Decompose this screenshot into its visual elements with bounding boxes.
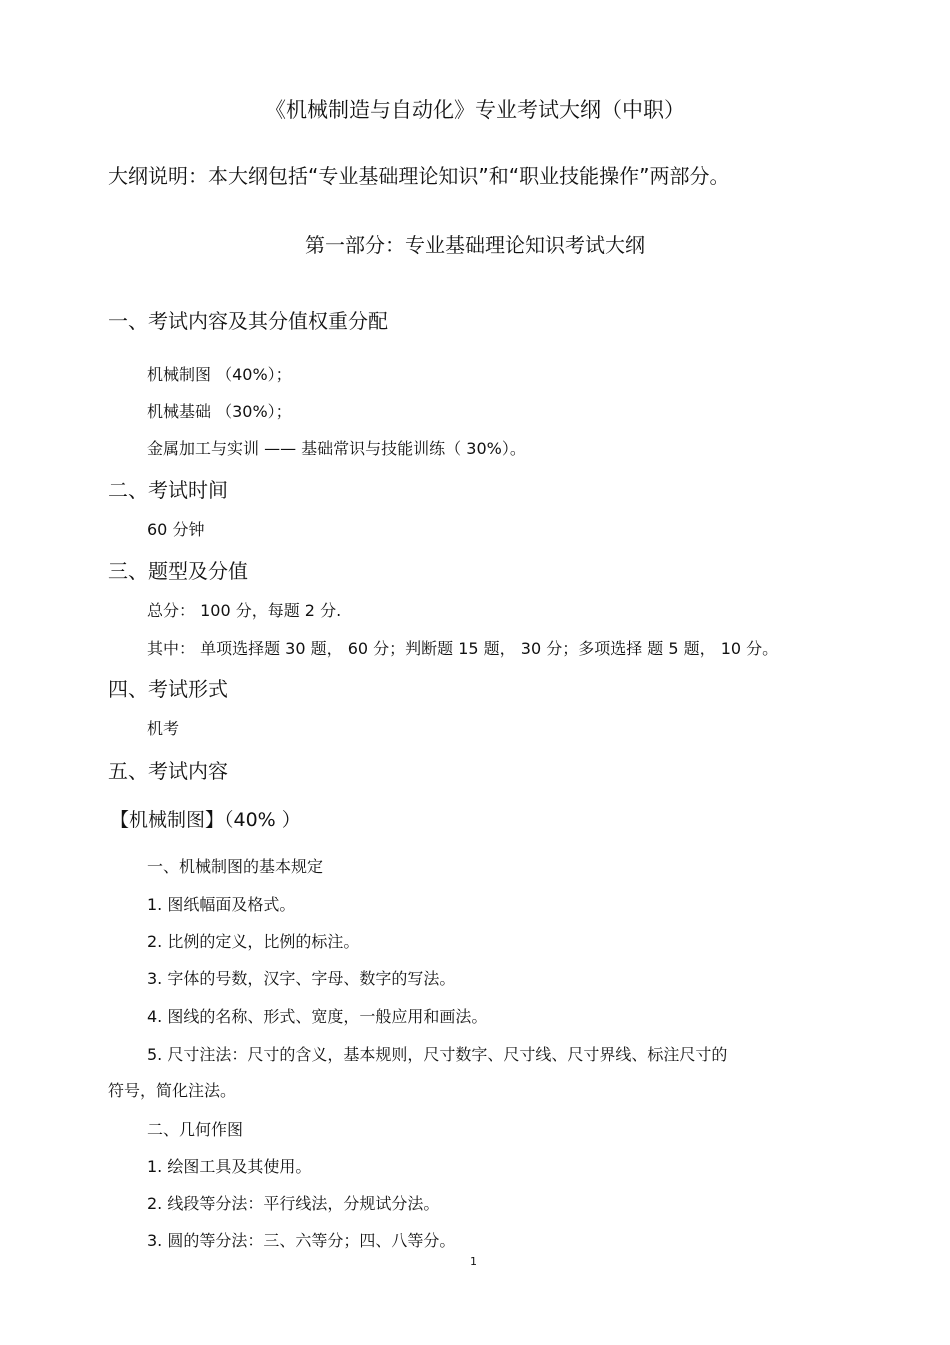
- drawing-basics-heading: 一、机械制图的基本规定: [147, 857, 324, 876]
- list-item: 5. 尺寸注法：尺寸的含义，基本规则，尺寸数字、尺寸线、尺寸界线、标注尺寸的: [147, 1045, 728, 1064]
- list-item: 2. 线段等分法：平行线法，分规试分法。: [147, 1194, 440, 1213]
- weight-item-metalwork: 金属加工与实训 —— 基础常识与技能训练（ 30%）。: [147, 439, 526, 458]
- list-item: 3. 字体的号数，汉字、字母、数字的写法。: [147, 969, 456, 988]
- section-3-heading: 三、题型及分值: [108, 559, 248, 583]
- part-title: 第一部分：专业基础理论知识考试大纲: [305, 233, 645, 257]
- list-item: 1. 图纸幅面及格式。: [147, 895, 296, 914]
- section-2-heading: 二、考试时间: [108, 478, 228, 502]
- list-item: 3. 圆的等分法：三、六等分；四、八等分。: [147, 1231, 456, 1250]
- document-title: 《机械制造与自动化》专业考试大纲（中职）: [265, 98, 685, 122]
- list-item: 4. 图线的名称、形式、宽度，一般应用和画法。: [147, 1007, 488, 1026]
- list-item: 2. 比例的定义，比例的标注。: [147, 932, 360, 951]
- list-item-continuation: 符号，简化注法。: [108, 1081, 237, 1100]
- geometry-heading: 二、几何作图: [147, 1120, 244, 1139]
- outline-description: 大纲说明：本大纲包括“专业基础理论知识”和“职业技能操作”两部分。: [108, 164, 730, 188]
- page-number: 1: [470, 1255, 477, 1268]
- section-4-heading: 四、考试形式: [108, 677, 228, 701]
- list-item: 1. 绘图工具及其使用。: [147, 1157, 312, 1176]
- weight-item-basics: 机械基础 （30%）；: [147, 402, 292, 421]
- section-5-heading: 五、考试内容: [108, 759, 228, 783]
- exam-form-text: 机考: [147, 719, 180, 738]
- total-score-text: 总分： 100 分，每题 2 分.: [147, 601, 342, 620]
- weight-item-drawing: 机械制图 （40%）；: [147, 365, 292, 384]
- subsection-mechanical-drawing: 【机械制图】（40% ）: [110, 809, 301, 831]
- section-1-heading: 一、考试内容及其分值权重分配: [108, 309, 388, 333]
- exam-time-text: 60 分钟: [147, 520, 205, 539]
- question-types-text: 其中： 单项选择题 30 题， 60 分；判断题 15 题， 30 分；多项选择 题 5 题， 10 分。: [147, 639, 779, 658]
